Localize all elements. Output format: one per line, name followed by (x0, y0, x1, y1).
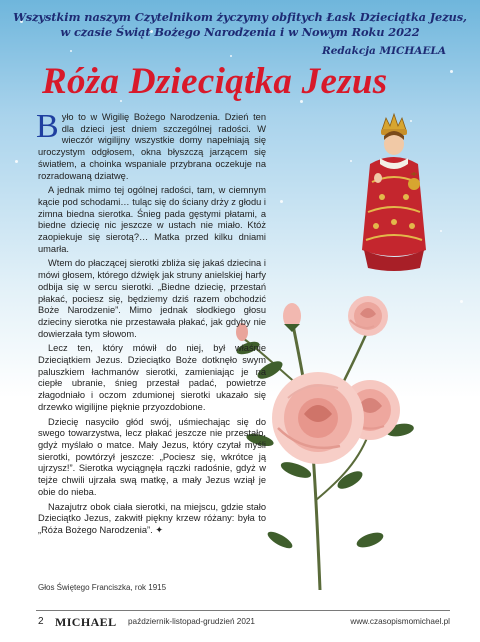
article-body (36, 108, 266, 540)
paragraph-1-text: yło to w Wigilię Bożego Narodzenia. Dzień ten dla dzieci jest dniem szczególnej radości. W wieczór wigilijny wszystkie domy napełniają się uroczystym odgłosem, okna błyszczą jarzącem się światłem, a choinka wspaniale przybrana oczekuje na rozradowaną dziatwę. (38, 112, 266, 181)
source-citation: Głos Świętego Franciszka, rok 1915 (38, 583, 167, 592)
greeting-header (0, 10, 480, 39)
issue-date: październik-listopad-grudzień 2021 (128, 617, 255, 626)
greeting-text (0, 10, 480, 39)
footer-divider (36, 610, 450, 611)
paragraph-4: Lecz ten, który mówił do niej, był właśnie Dzieciątkiem Jezus. Dzieciątko Boże dotknęło swym paluszkiem łachmanów sierotki, zamieniając je na ciepłe ubranie, śnieg przestał padać, powietrze złagodniało i oczom zdumionej sierotki ukazało się drzewko wigilijne pięknie przyozdobione. (38, 343, 266, 412)
page-number: 2 (38, 616, 44, 627)
magazine-name: MICHAEL (55, 615, 117, 629)
article-title: Róża Dzieciątka Jezus (42, 61, 388, 102)
greeting-line-1: Wszystkim naszym Czytelnikom życzymy obfitych Łask Dzieciątka Jezus, (13, 10, 467, 24)
redakcja-signature: Redakcja MICHAELA (322, 45, 446, 57)
page-footer (0, 610, 480, 642)
paragraph-5: Dziecię nasyciło głód swój, uśmiechając się do swego towarzystwa, lecz płakać jeszcze nie przestało, gdyż myślało o matce. Mały Jezus, który czytał myśli sierotki, powtórzył jeszcze: „Pociesz się, wkrótce ją ujrzysz!”. Sierotka wyciągnęła rączki radośnie, gdyż w tejże chwili ujrzała swą matkę, a mały Jezus wziął je obie do nieba. (38, 416, 266, 497)
website-link[interactable]: www.czasopismomichael.pl (350, 617, 450, 626)
drop-cap: B (36, 108, 59, 145)
paragraph-3: Wtem do płaczącej sierotki zbliża się jakaś dziecina i mówi głosem, którego dźwięk jak struny anielskiej harfy odbija się w sercu sierotki. „Biedne dziecię, przestań płakać, pociesz się, będziemy dziś razem obchodzić Boże Narodzenie”. Mimo jednak słodkiego głosu dzieciny sierotka nie przestawała płakać, jak gdyby nie dowierzała tym słowom. (38, 258, 266, 339)
paragraph-2: A jednak mimo tej ogólnej radości, tam, w ciemnym kącie pod schodami… tuląc się do ściany drży z głodu i zimna biedna sierotka. Śnieg pada gęstymi płatami, a biedne dziecię nic jeszcze w ustach nie miało. Któż zaopiekuje się sierotą?… Matka przed kilku dniami umarła. (38, 185, 266, 254)
paragraph-6: Nazajutrz obok ciała sierotki, na miejscu, gdzie stało Dzieciątko Jezus, zakwitł piękny krzew różany: była to „Róża Bożego Narodzenia”. ✦ (38, 501, 266, 535)
paragraph-1 (36, 108, 266, 182)
greeting-line-2: w czasie Świąt Bożego Narodzenia i w Nowym Roku 2022 (60, 24, 420, 39)
